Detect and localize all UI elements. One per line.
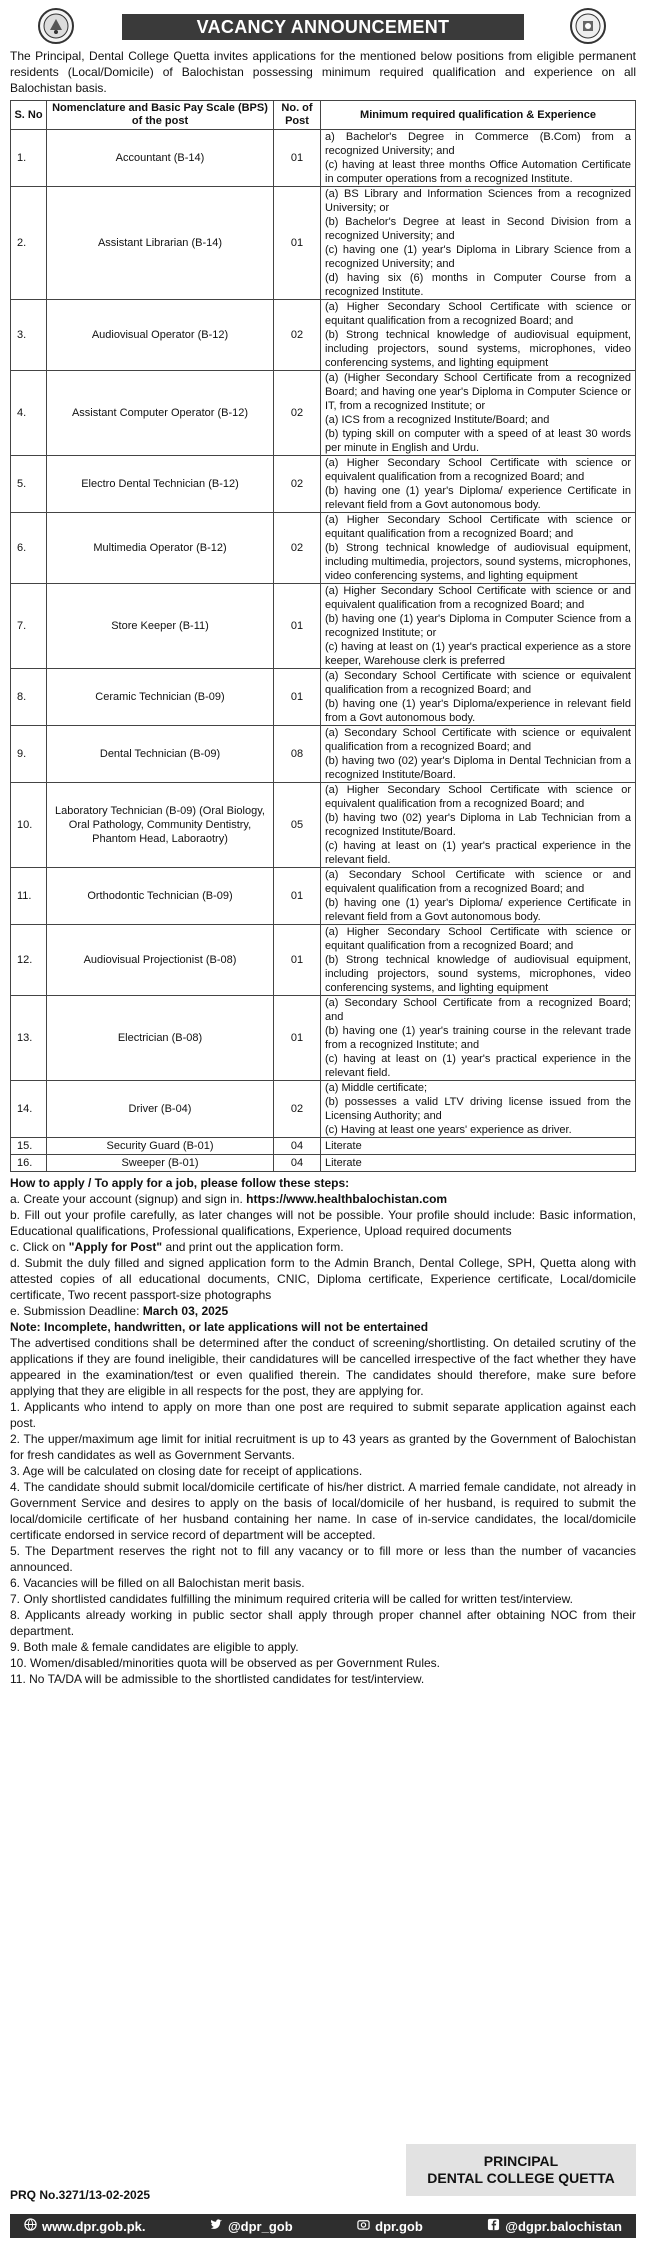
row-post: Laboratory Technician (B-09) (Oral Biology, Oral Pathology, Community Dentistry, Phantom Head, Laboraotry) — [47, 783, 274, 868]
qualification-line: (b) having one (1) year's training course in the relevant trade from a recognized Institute; and — [325, 1025, 631, 1051]
row-num-posts: 02 — [274, 456, 321, 513]
social-text: @dgpr.balochistan — [505, 2218, 622, 2234]
qualification-line: (c) having at least on (1) year's practical experience in the relevant field. — [325, 1053, 631, 1079]
camera-icon — [357, 2218, 370, 2234]
page-title: VACANCY ANNOUNCEMENT — [122, 14, 524, 40]
qualification-line: (b) Strong technical knowledge of audiovisual equipment, including multimedia, projectors, sound systems, microphones, video conferencing systems, and lighting equipment — [325, 542, 631, 582]
social-item[interactable] — [487, 2218, 622, 2234]
row-post: Orthodontic Technician (B-09) — [47, 868, 274, 925]
social-text: dpr.gob — [375, 2218, 423, 2234]
qualification-line: (c) Having at least one years' experience as driver. — [325, 1124, 572, 1136]
step-text: Click on — [22, 1240, 66, 1254]
row-num-posts: 01 — [274, 925, 321, 996]
row-num-posts: 04 — [274, 1138, 321, 1155]
qualification-line: (d) having six (6) months in Computer Course from a recognized Institute. — [325, 272, 631, 298]
step-prefix: d. — [10, 1256, 21, 1270]
table-row — [11, 456, 636, 513]
signatory-org: DENTAL COLLEGE QUETTA — [427, 2170, 615, 2186]
table-row — [11, 996, 636, 1081]
row-num-posts: 04 — [274, 1155, 321, 1172]
globe-icon — [24, 2218, 37, 2234]
row-post: Store Keeper (B-11) — [47, 584, 274, 669]
step-prefix: c. — [10, 1240, 20, 1254]
how-to-apply-heading: How to apply / To apply for a job, please follow these steps: — [10, 1176, 350, 1190]
general-conditions-text: The advertised conditions shall be determined after the conduct of screening/shortlisting. On detailed scrutiny of the applications if they are found ineligible, their candidatures will be cancelled irrespective of the fact whether they have appeared in the examination/test or even qualified therein. The candidates should therefore, make sure before applying that they are eligible in all respects for the post, they are applying for. — [10, 1336, 636, 1398]
apply-step — [10, 1207, 636, 1239]
row-num-posts: 01 — [274, 669, 321, 726]
row-qualification — [321, 584, 636, 669]
qualification-line: (a) Secondary School Certificate with science or and equivalent qualification from a recognized Board; and — [325, 869, 631, 895]
row-qualification — [321, 783, 636, 868]
row-num-posts: 02 — [274, 1081, 321, 1138]
table-row — [11, 1155, 636, 1172]
header-post: Nomenclature and Basic Pay Scale (BPS) of the post — [47, 101, 274, 130]
qualification-line: (a) (Higher Secondary School Certificate from a recognized Board; and having one year's Diploma in Computer Science or IT, from a recognized Institute; or — [325, 372, 631, 412]
row-sno: 16. — [11, 1155, 47, 1172]
qualification-line: (a) Higher Secondary School Certificate with science or equitant qualification from a recognized Board; and — [325, 514, 631, 540]
row-num-posts: 08 — [274, 726, 321, 783]
prq-number: PRQ No.3271/13-02-2025 — [10, 2188, 151, 2202]
row-sno: 2. — [11, 187, 47, 300]
header-num: No. of Post — [274, 101, 321, 130]
social-item[interactable] — [24, 2218, 146, 2234]
condition-item: 11. No TA/DA will be admissible to the shortlisted candidates for test/interview. — [10, 1672, 425, 1686]
deadline-line — [10, 1303, 636, 1319]
qualification-line: (b) having one (1) year's Diploma in Computer Science from a recognized Institute; or — [325, 613, 631, 639]
deadline-date: March 03, 2025 — [142, 1304, 229, 1318]
step-text: Fill out your profile carefully, as later changes will not be possible. Your profile should include: Basic information, Educational qualifications, Professional qualifications, Experience, Upload required documents — [10, 1208, 636, 1238]
row-num-posts: 01 — [274, 584, 321, 669]
qualification-line: (b) having two (02) year's Diploma in Lab Technician from a recognized Institute/Board. — [325, 812, 631, 838]
qualification-line: (a) Middle certificate; — [325, 1082, 428, 1094]
row-qualification — [321, 513, 636, 584]
table-row — [11, 925, 636, 996]
qualification-line: (b) having one (1) year's Diploma/ experience Certificate in relevant field from a Govt autonomous body. — [325, 897, 631, 923]
row-post: Audiovisual Projectionist (B-08) — [47, 925, 274, 996]
step-bold: "Apply for Post" — [68, 1240, 163, 1254]
row-qualification — [321, 130, 636, 187]
header-sno: S. No — [11, 101, 47, 130]
row-sno: 9. — [11, 726, 47, 783]
table-row — [11, 1081, 636, 1138]
conditions-list — [10, 1399, 636, 1687]
step-prefix: a. — [10, 1192, 21, 1206]
row-sno: 4. — [11, 371, 47, 456]
condition-item: 8. Applicants already working in public sector shall apply through proper channel after obtaining NOC from their department. — [10, 1608, 636, 1638]
government-emblem-icon — [38, 8, 74, 44]
row-num-posts: 05 — [274, 783, 321, 868]
row-post: Multimedia Operator (B-12) — [47, 513, 274, 584]
row-sno: 12. — [11, 925, 47, 996]
twitter-icon — [210, 2218, 223, 2234]
row-sno: 10. — [11, 783, 47, 868]
row-post: Assistant Librarian (B-14) — [47, 187, 274, 300]
header-qual: Minimum required qualification & Experience — [321, 101, 636, 130]
row-qualification — [321, 1138, 636, 1155]
row-sno: 14. — [11, 1081, 47, 1138]
qualification-line: (a) ICS from a recognized Institute/Board; and — [325, 414, 550, 426]
row-sno: 11. — [11, 868, 47, 925]
row-qualification — [321, 726, 636, 783]
social-text: @dpr_gob — [228, 2218, 293, 2234]
row-sno: 8. — [11, 669, 47, 726]
social-text: www.dpr.gob.pk. — [42, 2218, 146, 2234]
qualification-line: (b) Strong technical knowledge of audiovisual equipment, including projectors, sound systems, microphones, video conferencing systems, and lighting equipment — [325, 954, 631, 994]
qualification-line: (b) having two (02) year's Diploma in Dental Technician from a recognized Institute/Board. — [325, 755, 631, 781]
header — [10, 6, 636, 46]
row-qualification — [321, 1155, 636, 1172]
qualification-line: (b) possesses a valid LTV driving license issued from the Licensing Authority; and — [325, 1096, 631, 1122]
how-to-apply — [10, 1175, 636, 1687]
table-row — [11, 187, 636, 300]
row-num-posts: 02 — [274, 300, 321, 371]
row-post: Driver (B-04) — [47, 1081, 274, 1138]
row-post: Assistant Computer Operator (B-12) — [47, 371, 274, 456]
row-post: Audiovisual Operator (B-12) — [47, 300, 274, 371]
condition-item: 1. Applicants who intend to apply on more than one post are required to submit separate application against each post. — [10, 1400, 636, 1430]
row-num-posts: 01 — [274, 187, 321, 300]
qualification-line: (a) Higher Secondary School Certificate with science or equivalent qualification from a recognized Board; and — [325, 457, 631, 483]
qualification-line: (c) having at least three months Office Automation Certificate in computer operations from a recognized Institute. — [325, 159, 631, 185]
row-qualification — [321, 371, 636, 456]
condition-item: 4. The candidate should submit local/domicile certificate of his/her district. A married female candidate, not already in Government Service and desires to apply on the basis of local/domicile of her husband, is required to submit the local/domicile certificate of her husband containing her name. In case of in-service candidates, the local/domicile certificate endorsed in service record of department will be accepted. — [10, 1480, 636, 1542]
condition-item: 5. The Department reserves the right not to fill any vacancy or to fill more or less than the number of vacancies announced. — [10, 1544, 636, 1574]
row-qualification — [321, 669, 636, 726]
social-bar — [10, 2214, 636, 2238]
condition-item: 7. Only shortlisted candidates fulfilling the minimum required criteria will be called for written test/interview. — [10, 1592, 573, 1606]
qualification-line: (a) Higher Secondary School Certificate with science or equivalent qualification from a recognized Board; and — [325, 784, 631, 810]
table-row — [11, 130, 636, 187]
qualification-line: (a) BS Library and Information Sciences from a recognized University; or — [325, 188, 631, 214]
condition-item: 3. Age will be calculated on closing date for receipt of applications. — [10, 1464, 363, 1478]
row-post: Security Guard (B-01) — [47, 1138, 274, 1155]
qualification-line: a) Bachelor's Degree in Commerce (B.Com) from a recognized University; and — [325, 131, 631, 157]
row-qualification — [321, 187, 636, 300]
step-text: Submit the duly filled and signed application form to the Admin Branch, Dental College, SPH, Quetta along with attested copies of all educational documents, CNIC, Diploma certificate, Experience certificate, Local/domicile certificate, Two recent passport-size photographs — [10, 1256, 636, 1302]
table-row — [11, 868, 636, 925]
row-sno: 1. — [11, 130, 47, 187]
qualification-line: (a) Higher Secondary School Certificate with science or equitant qualification from a recognized Board; and — [325, 301, 631, 327]
table-row — [11, 1138, 636, 1155]
facebook-icon — [487, 2218, 500, 2234]
signatory-block — [406, 2144, 636, 2196]
qualification-line: (c) having at least on (1) year's practical experience as a store keeper, Warehouse clerk is preferred — [325, 641, 631, 667]
step-text: Create your account (signup) and sign in. — [23, 1192, 243, 1206]
row-num-posts: 02 — [274, 371, 321, 456]
table-row — [11, 513, 636, 584]
table-row — [11, 669, 636, 726]
table-header-row — [11, 101, 636, 130]
row-num-posts: 01 — [274, 868, 321, 925]
table-row — [11, 371, 636, 456]
step-after: and print out the application form. — [165, 1240, 344, 1254]
row-post: Dental Technician (B-09) — [47, 726, 274, 783]
row-qualification — [321, 300, 636, 371]
qualification-line: (b) Bachelor's Degree at least in Second Division from a recognized University; and — [325, 216, 631, 242]
vacancy-table — [10, 100, 636, 1172]
apply-step — [10, 1191, 636, 1207]
table-row — [11, 783, 636, 868]
condition-item: 10. Women/disabled/minorities quota will be observed as per Government Rules. — [10, 1656, 440, 1670]
apply-steps — [10, 1191, 636, 1303]
row-sno: 13. — [11, 996, 47, 1081]
row-num-posts: 01 — [274, 996, 321, 1081]
row-qualification — [321, 925, 636, 996]
row-post: Ceramic Technician (B-09) — [47, 669, 274, 726]
social-item[interactable] — [357, 2218, 423, 2234]
step-bold[interactable]: https://www.healthbalochistan.com — [246, 1192, 448, 1206]
table-row — [11, 584, 636, 669]
row-num-posts: 01 — [274, 130, 321, 187]
college-emblem-icon — [570, 8, 606, 44]
qualification-line: (b) typing skill on computer with a speed of at least 30 words per minute in English and Urdu. — [325, 428, 631, 454]
social-item[interactable] — [210, 2218, 293, 2234]
qualification-line: Literate — [325, 1157, 362, 1169]
table-row — [11, 300, 636, 371]
apply-step — [10, 1239, 636, 1255]
vacancy-table-body — [11, 130, 636, 1172]
qualification-line: (a) Higher Secondary School Certificate with science or equitant qualification from a recognized Board; and — [325, 926, 631, 952]
row-sno: 6. — [11, 513, 47, 584]
qualification-line: (c) having at least on (1) year's practical experience in the relevant field. — [325, 840, 631, 866]
deadline-label: e. Submission Deadline: — [10, 1304, 140, 1318]
row-post: Sweeper (B-01) — [47, 1155, 274, 1172]
note-text: Note: Incomplete, handwritten, or late applications will not be entertained — [10, 1320, 429, 1334]
intro-text: The Principal, Dental College Quetta invites applications for the mentioned below positions from eligible permanent residents (Local/Domicile) of Balochistan possessing minimum required qualification and experience on all Balochistan basis. — [10, 49, 636, 95]
row-post: Electrician (B-08) — [47, 996, 274, 1081]
qualification-line: (c) having one (1) year's Diploma in Library Science from a recognized University; and — [325, 244, 631, 270]
qualification-line: Literate — [325, 1140, 362, 1152]
row-qualification — [321, 996, 636, 1081]
qualification-line: (a) Secondary School Certificate with science or equivalent qualification from a recognized Board; and — [325, 727, 631, 753]
qualification-line: (a) Secondary School Certificate from a recognized Board; and — [325, 997, 631, 1023]
qualification-line: (b) having one (1) year's Diploma/experience in relevant field from a Govt autonomous body. — [325, 698, 631, 724]
signatory-title: PRINCIPAL — [483, 2153, 559, 2169]
condition-item: 9. Both male & female candidates are eligible to apply. — [10, 1640, 299, 1654]
qualification-line: (b) Strong technical knowledge of audiovisual equipment, including projectors, sound systems, microphones, video conferencing systems, and lighting equipment — [325, 329, 631, 369]
table-row — [11, 726, 636, 783]
row-sno: 5. — [11, 456, 47, 513]
row-num-posts: 02 — [274, 513, 321, 584]
condition-item: 2. The upper/maximum age limit for initial recruitment is up to 43 years as granted by the Government of Balochistan for fresh candidates as well as Government Servants. — [10, 1432, 636, 1462]
row-post: Accountant (B-14) — [47, 130, 274, 187]
row-qualification — [321, 868, 636, 925]
condition-item: 6. Vacancies will be filled on all Balochistan merit basis. — [10, 1576, 305, 1590]
row-sno: 15. — [11, 1138, 47, 1155]
row-sno: 7. — [11, 584, 47, 669]
qualification-line: (a) Higher Secondary School Certificate with science or and equivalent qualification from a recognized Board; and — [325, 585, 631, 611]
row-sno: 3. — [11, 300, 47, 371]
qualification-line: (b) having one (1) year's Diploma/ experience Certificate in relevant field from a Govt autonomous body. — [325, 485, 631, 511]
row-qualification — [321, 456, 636, 513]
step-prefix: b. — [10, 1208, 21, 1222]
row-post: Electro Dental Technician (B-12) — [47, 456, 274, 513]
apply-step — [10, 1255, 636, 1303]
row-qualification — [321, 1081, 636, 1138]
qualification-line: (a) Secondary School Certificate with science or equivalent qualification from a recognized Board; and — [325, 670, 631, 696]
